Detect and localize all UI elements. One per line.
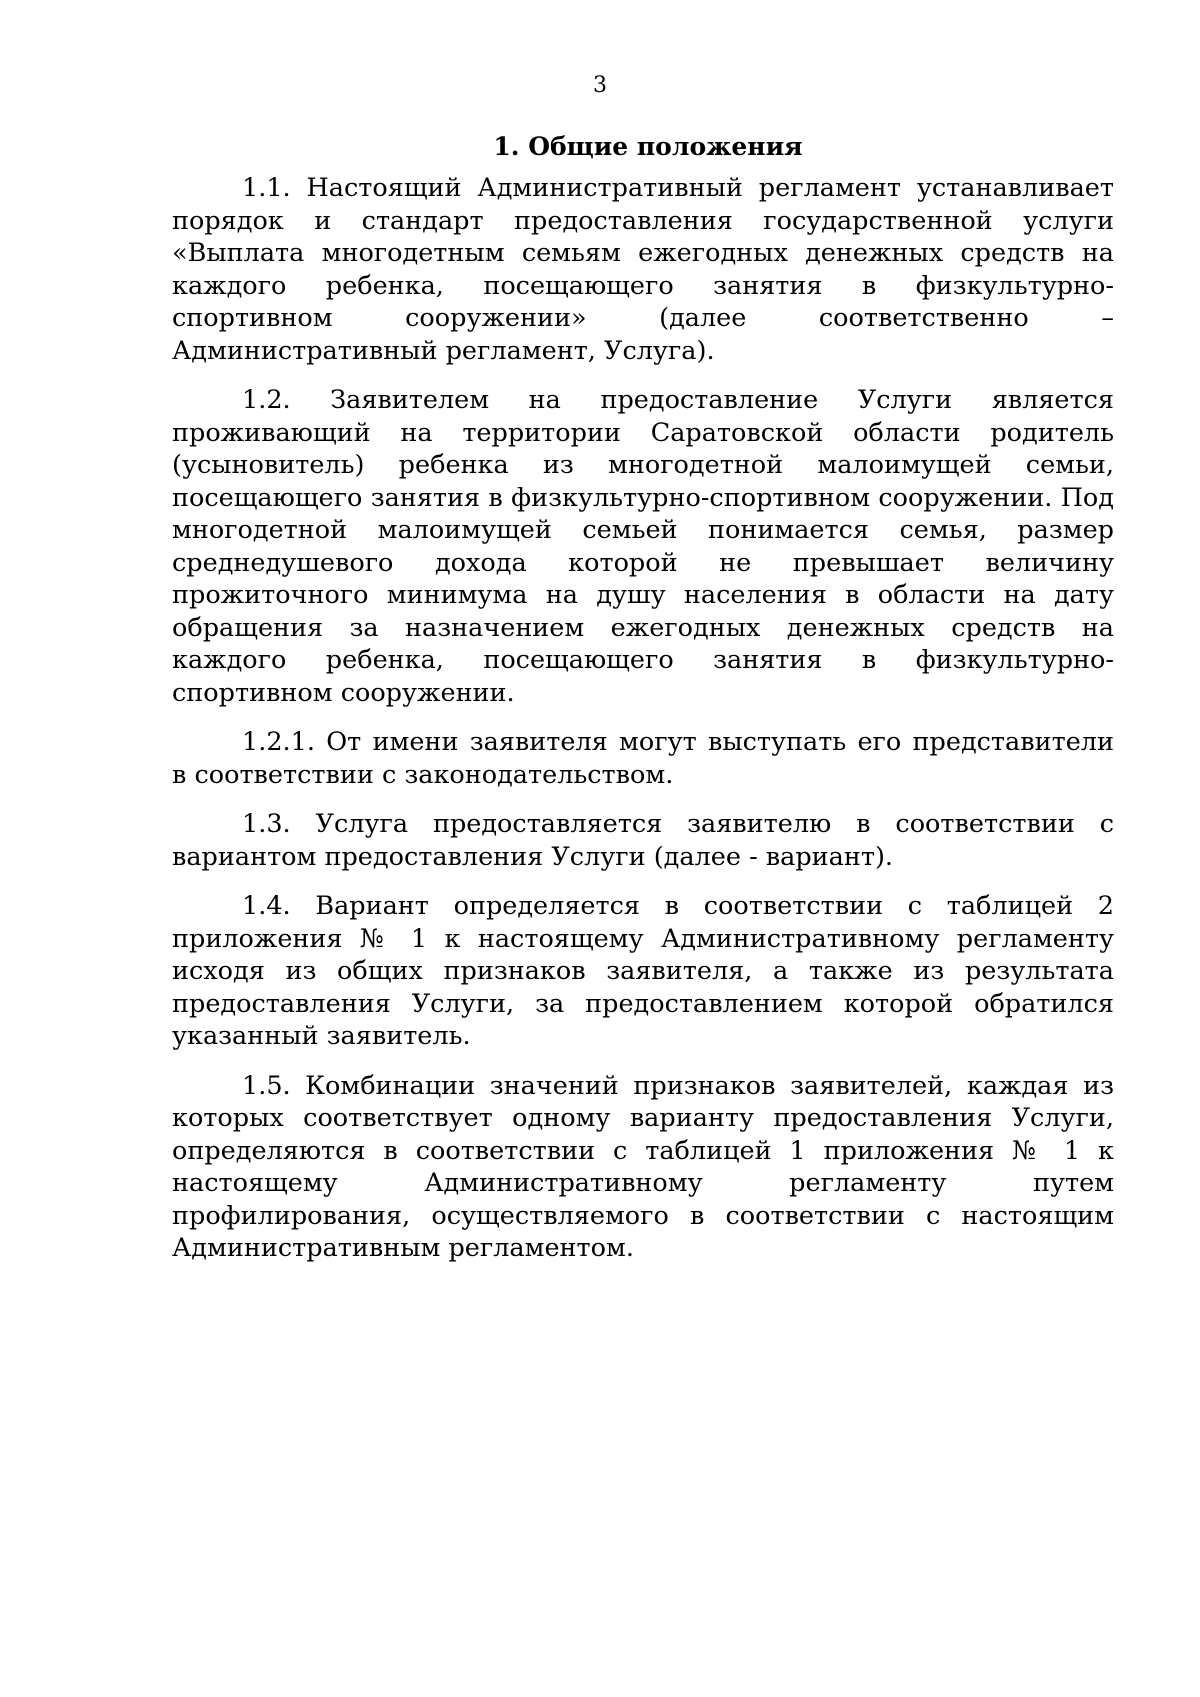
paragraph-1-1: 1.1. Настоящий Административный регламент устанавливает порядок и стандарт предоставления государственной услуги «Выплата многодетным семьям ежегодных денежных средств на каждого ребенка, посещающего занятия в физкультурно-спортивном сооружении» (далее соответственно – Административный регламент, Услуга). xyxy=(172,173,1114,366)
paragraph-1-2: 1.2. Заявителем на предоставление Услуги является проживающий на территории Саратовской области родитель (усыновитель) ребенка из многодетной малоимущей семьи, посещающего занятия в физкультурно-спортивном сооружении. Под многодетной малоимущей семьей понимается семья, размер среднедушевого дохода которой не превышает величину прожиточного минимума на душу населения в области на дату обращения за назначением ежегодных денежных средств на каждого ребенка, посещающего занятия в физкультурно-спортивном сооружении. xyxy=(172,385,1114,708)
section-title: 1. Общие положения xyxy=(493,132,803,161)
page-number: 3 xyxy=(593,73,607,98)
paragraph-1-5: 1.5. Комбинации значений признаков заявителей, каждая из которых соответствует одному варианту предоставления Услуги, определяются в соответствии с таблицей 1 приложения № 1 к настоящему Административному регламенту путем профилирования, осуществляемого в соответствии с настоящим Административным регламентом. xyxy=(172,1070,1114,1263)
section-body xyxy=(172,130,1114,1282)
paragraph-1-2-1: 1.2.1. От имени заявителя могут выступать его представители в соответствии с законодательством. xyxy=(172,727,1114,790)
paragraph-1-3: 1.3. Услуга предоставляется заявителю в соответствии с вариантом предоставления Услуги (далее - вариант). xyxy=(172,809,1114,872)
paragraph-1-4: 1.4. Вариант определяется в соответствии с таблицей 2 приложения № 1 к настоящему Административному регламенту исходя из общих признаков заявителя, а также из результата предоставления Услуги, за предоставлением которой обратился указанный заявитель. xyxy=(172,891,1114,1051)
